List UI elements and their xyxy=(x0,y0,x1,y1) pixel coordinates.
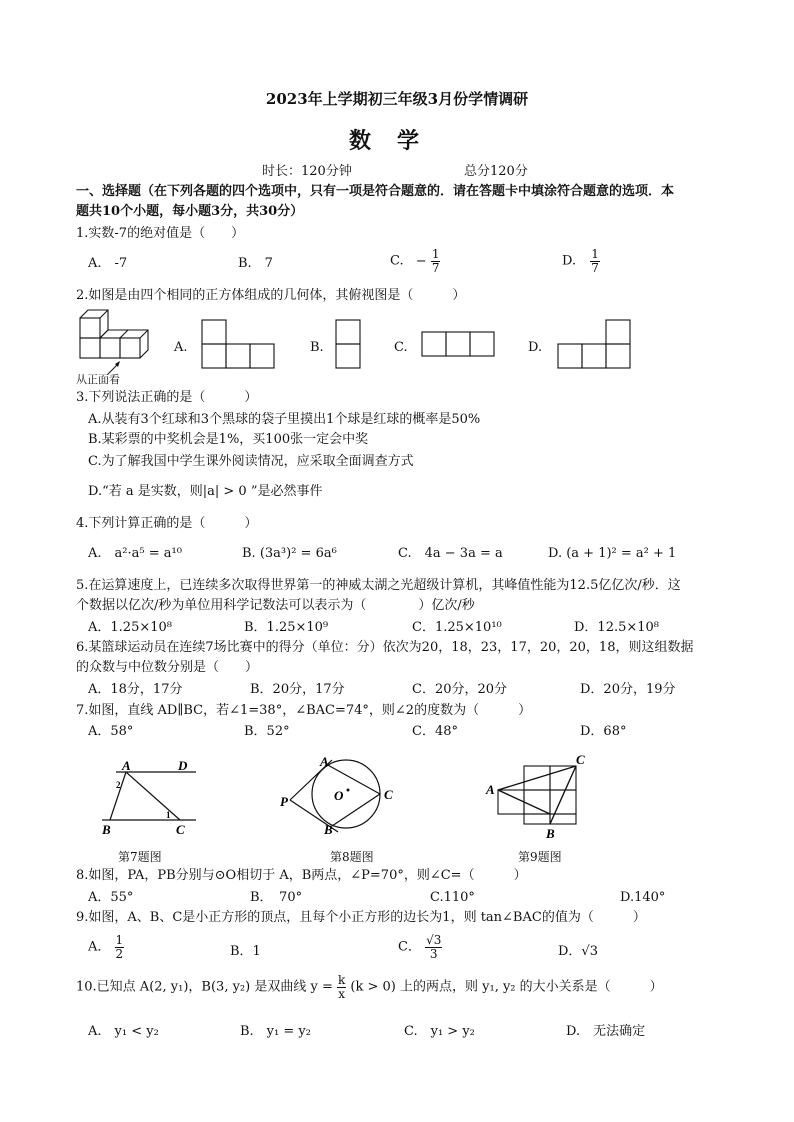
q4-option-d: D. (a + 1)² = a² + 1 xyxy=(548,546,677,561)
fig8-label-p: P xyxy=(280,794,288,809)
q10-option-d: D. 无法确定 xyxy=(566,1024,646,1039)
subject-title: 数学 xyxy=(348,128,445,154)
q7-option-b: B．52° xyxy=(244,724,290,739)
fig7-label-c: C xyxy=(176,822,185,837)
fig8-label-o: O xyxy=(334,788,344,803)
q9-c-num: √3 xyxy=(426,933,442,947)
q1-c-fraction xyxy=(431,248,441,275)
q9-a-num: 1 xyxy=(115,933,124,947)
q4-option-c: C. 4a − 3a = a xyxy=(398,546,503,561)
q2-stem: 2.如图是由四个相同的正方体组成的几何体，其俯视图是（ ） xyxy=(76,288,466,303)
figure-7 xyxy=(96,758,206,838)
q4-option-a: A. a²·a⁵ = a¹⁰ xyxy=(88,546,182,561)
fig8-label-c: C xyxy=(384,787,393,802)
q3-stem: 3.下列说法正确的是（ ） xyxy=(76,390,258,405)
q9-option-b: B．1 xyxy=(230,944,261,959)
q9-option-c xyxy=(398,934,442,961)
q9-stem: 9.如图，A、B、C是小正方形的顶点，且每个小正方形的边长为1，则 tan∠BAC的值为（ ） xyxy=(76,910,646,925)
q10-num: k xyxy=(338,973,346,987)
q8-option-d: D.140° xyxy=(620,890,666,905)
q1-c-label: C. xyxy=(390,253,404,269)
fig7-caption: 第7题图 xyxy=(118,850,162,864)
q7-option-d: D．68° xyxy=(580,724,627,739)
q9-c-den: 3 xyxy=(429,947,438,961)
fig7-label-angle1: 1 xyxy=(166,810,171,820)
q8-stem: 8.如图，PA，PB分别与⊙O相切于 A，B两点，∠P=70°，则∠C=（ ） xyxy=(76,868,527,883)
q2-option-c-figure xyxy=(420,330,498,360)
q2-view-label: 从正面看 xyxy=(76,373,120,386)
exam-total: 总分120分 xyxy=(464,164,528,179)
q1-option-d xyxy=(562,248,600,275)
fig8-label-b: B xyxy=(324,822,333,837)
q5-option-a: A．1.25×10⁸ xyxy=(88,620,172,635)
section1-heading-line2: 题共10个小题，每小题3分，共30分） xyxy=(76,204,304,219)
q5-line1: 5.在运算速度上，已连续多次取得世界第一的神威太湖之光超级计算机，其峰值性能为12.5亿亿次/秒．这 xyxy=(76,578,681,593)
q1-option-a: A. -7 xyxy=(88,256,128,271)
q2-option-d-figure xyxy=(556,318,634,372)
q9-a-den: 2 xyxy=(115,947,124,961)
q1-d-den: 7 xyxy=(591,261,599,275)
q1-option-b: B. 7 xyxy=(238,256,273,271)
q9-c-fraction xyxy=(425,934,442,961)
q7-stem: 7.如图，直线 AD∥BC，若∠1=38°，∠BAC=74°，则∠2的度数为（ ） xyxy=(76,703,532,718)
q8-option-b: B． 70° xyxy=(250,890,303,905)
q2-option-a-figure xyxy=(200,318,278,370)
q5-option-c: C．1.25×10¹⁰ xyxy=(412,620,502,635)
q6-option-c: C．20分，20分 xyxy=(412,682,508,697)
section1-heading-line1: 一、选择题（在下列各题的四个选项中，只有一项是符合题意的．请在答题卡中填涂符合题意的选项．本 xyxy=(76,184,675,199)
q6-option-d: D．20分，19分 xyxy=(580,682,676,697)
q3-option-d: D.“若 a 是实数，则|a| > 0 ”是必然事件 xyxy=(88,484,323,499)
q10-stem-post: (k > 0) 上的两点，则 y₁, y₂ 的大小关系是（ ） xyxy=(350,979,663,995)
q9-c-label: C． xyxy=(398,939,421,955)
q9-a-label: A． xyxy=(88,939,111,955)
figure-9 xyxy=(484,752,594,840)
q10-option-c: C. y₁ > y₂ xyxy=(404,1024,475,1039)
q1-d-fraction xyxy=(590,248,600,275)
q10-stem-pre: 10.已知点 A(2, y₁)，B(3, y₂) 是双曲线 y = xyxy=(76,979,333,995)
q6-option-b: B．20分，17分 xyxy=(250,682,345,697)
q10-option-b: B. y₁ = y₂ xyxy=(240,1024,311,1039)
fig7-label-d: D xyxy=(178,758,188,773)
q2-option-d-label: D. xyxy=(528,340,543,355)
fig8-caption: 第8题图 xyxy=(330,850,374,864)
q6-line1: 6.某篮球运动员在连续7场比赛中的得分（单位：分）依次为20，18，23，17，20，20，18，则这组数据 xyxy=(76,640,694,655)
q10-stem xyxy=(76,974,663,1001)
q5-option-d: D．12.5×10⁸ xyxy=(574,620,660,635)
q6-line2: 的众数与中位数分别是（ ） xyxy=(76,660,259,675)
q1-c-num: 1 xyxy=(431,247,440,261)
q3-option-b: B.某彩票的中奖机会是1%，买100张一定会中奖 xyxy=(88,432,369,447)
q9-option-d: D．√3 xyxy=(558,944,598,959)
fig9-caption: 第9题图 xyxy=(518,850,562,864)
exam-duration: 时长：120分钟 xyxy=(262,164,352,179)
q2-option-b-label: B. xyxy=(310,340,324,355)
q10-den: x xyxy=(338,987,346,1001)
q9-a-fraction xyxy=(115,934,125,961)
q1-option-c xyxy=(390,248,440,275)
q3-option-c: C.为了解我国中学生课外阅读情况，应采取全面调查方式 xyxy=(88,454,414,469)
fig7-label-angle2: 2 xyxy=(116,780,121,790)
q1-d-label: D. xyxy=(562,253,577,269)
figure-8 xyxy=(276,752,406,842)
fig9-label-c: C xyxy=(576,752,585,767)
fig9-label-b: B xyxy=(546,826,555,840)
fig7-label-b: B xyxy=(102,822,111,837)
q10-option-a: A. y₁ < y₂ xyxy=(88,1024,159,1039)
q2-option-b-figure xyxy=(334,318,364,370)
q4-stem: 4.下列计算正确的是（ ） xyxy=(76,516,258,531)
fig7-label-a: A xyxy=(122,758,131,773)
fig8-label-a: A xyxy=(320,754,329,769)
q8-option-a: A．55° xyxy=(88,890,134,905)
q7-option-a: A．58° xyxy=(88,724,134,739)
q1-c-sign: − xyxy=(415,253,427,269)
q10-fraction xyxy=(337,974,346,1001)
q2-option-a-label: A. xyxy=(174,340,188,355)
exam-title: 2023年上学期初三年级3月份学情调研 xyxy=(265,90,529,108)
q3-option-a: A.从装有3个红球和3个黑球的袋子里摸出1个球是红球的概率是50% xyxy=(88,412,481,427)
q5-option-b: B．1.25×10⁹ xyxy=(244,620,329,635)
q4-option-b: B. (3a³)² = 6a⁶ xyxy=(242,546,337,561)
q6-option-a: A．18分，17分 xyxy=(88,682,183,697)
q2-option-c-label: C. xyxy=(394,340,408,355)
fig9-label-a: A xyxy=(486,782,495,797)
q7-option-c: C．48° xyxy=(412,724,458,739)
q5-line2: 个数据以亿次/秒为单位用科学记数法可以表示为（ ）亿次/秒 xyxy=(76,598,475,613)
q9-option-a xyxy=(88,934,124,961)
q1-stem: 1.实数-7的绝对值是（ ） xyxy=(76,226,245,241)
q1-d-num: 1 xyxy=(591,247,599,261)
q8-option-c: C.110° xyxy=(430,890,475,905)
q1-c-den: 7 xyxy=(431,261,440,275)
